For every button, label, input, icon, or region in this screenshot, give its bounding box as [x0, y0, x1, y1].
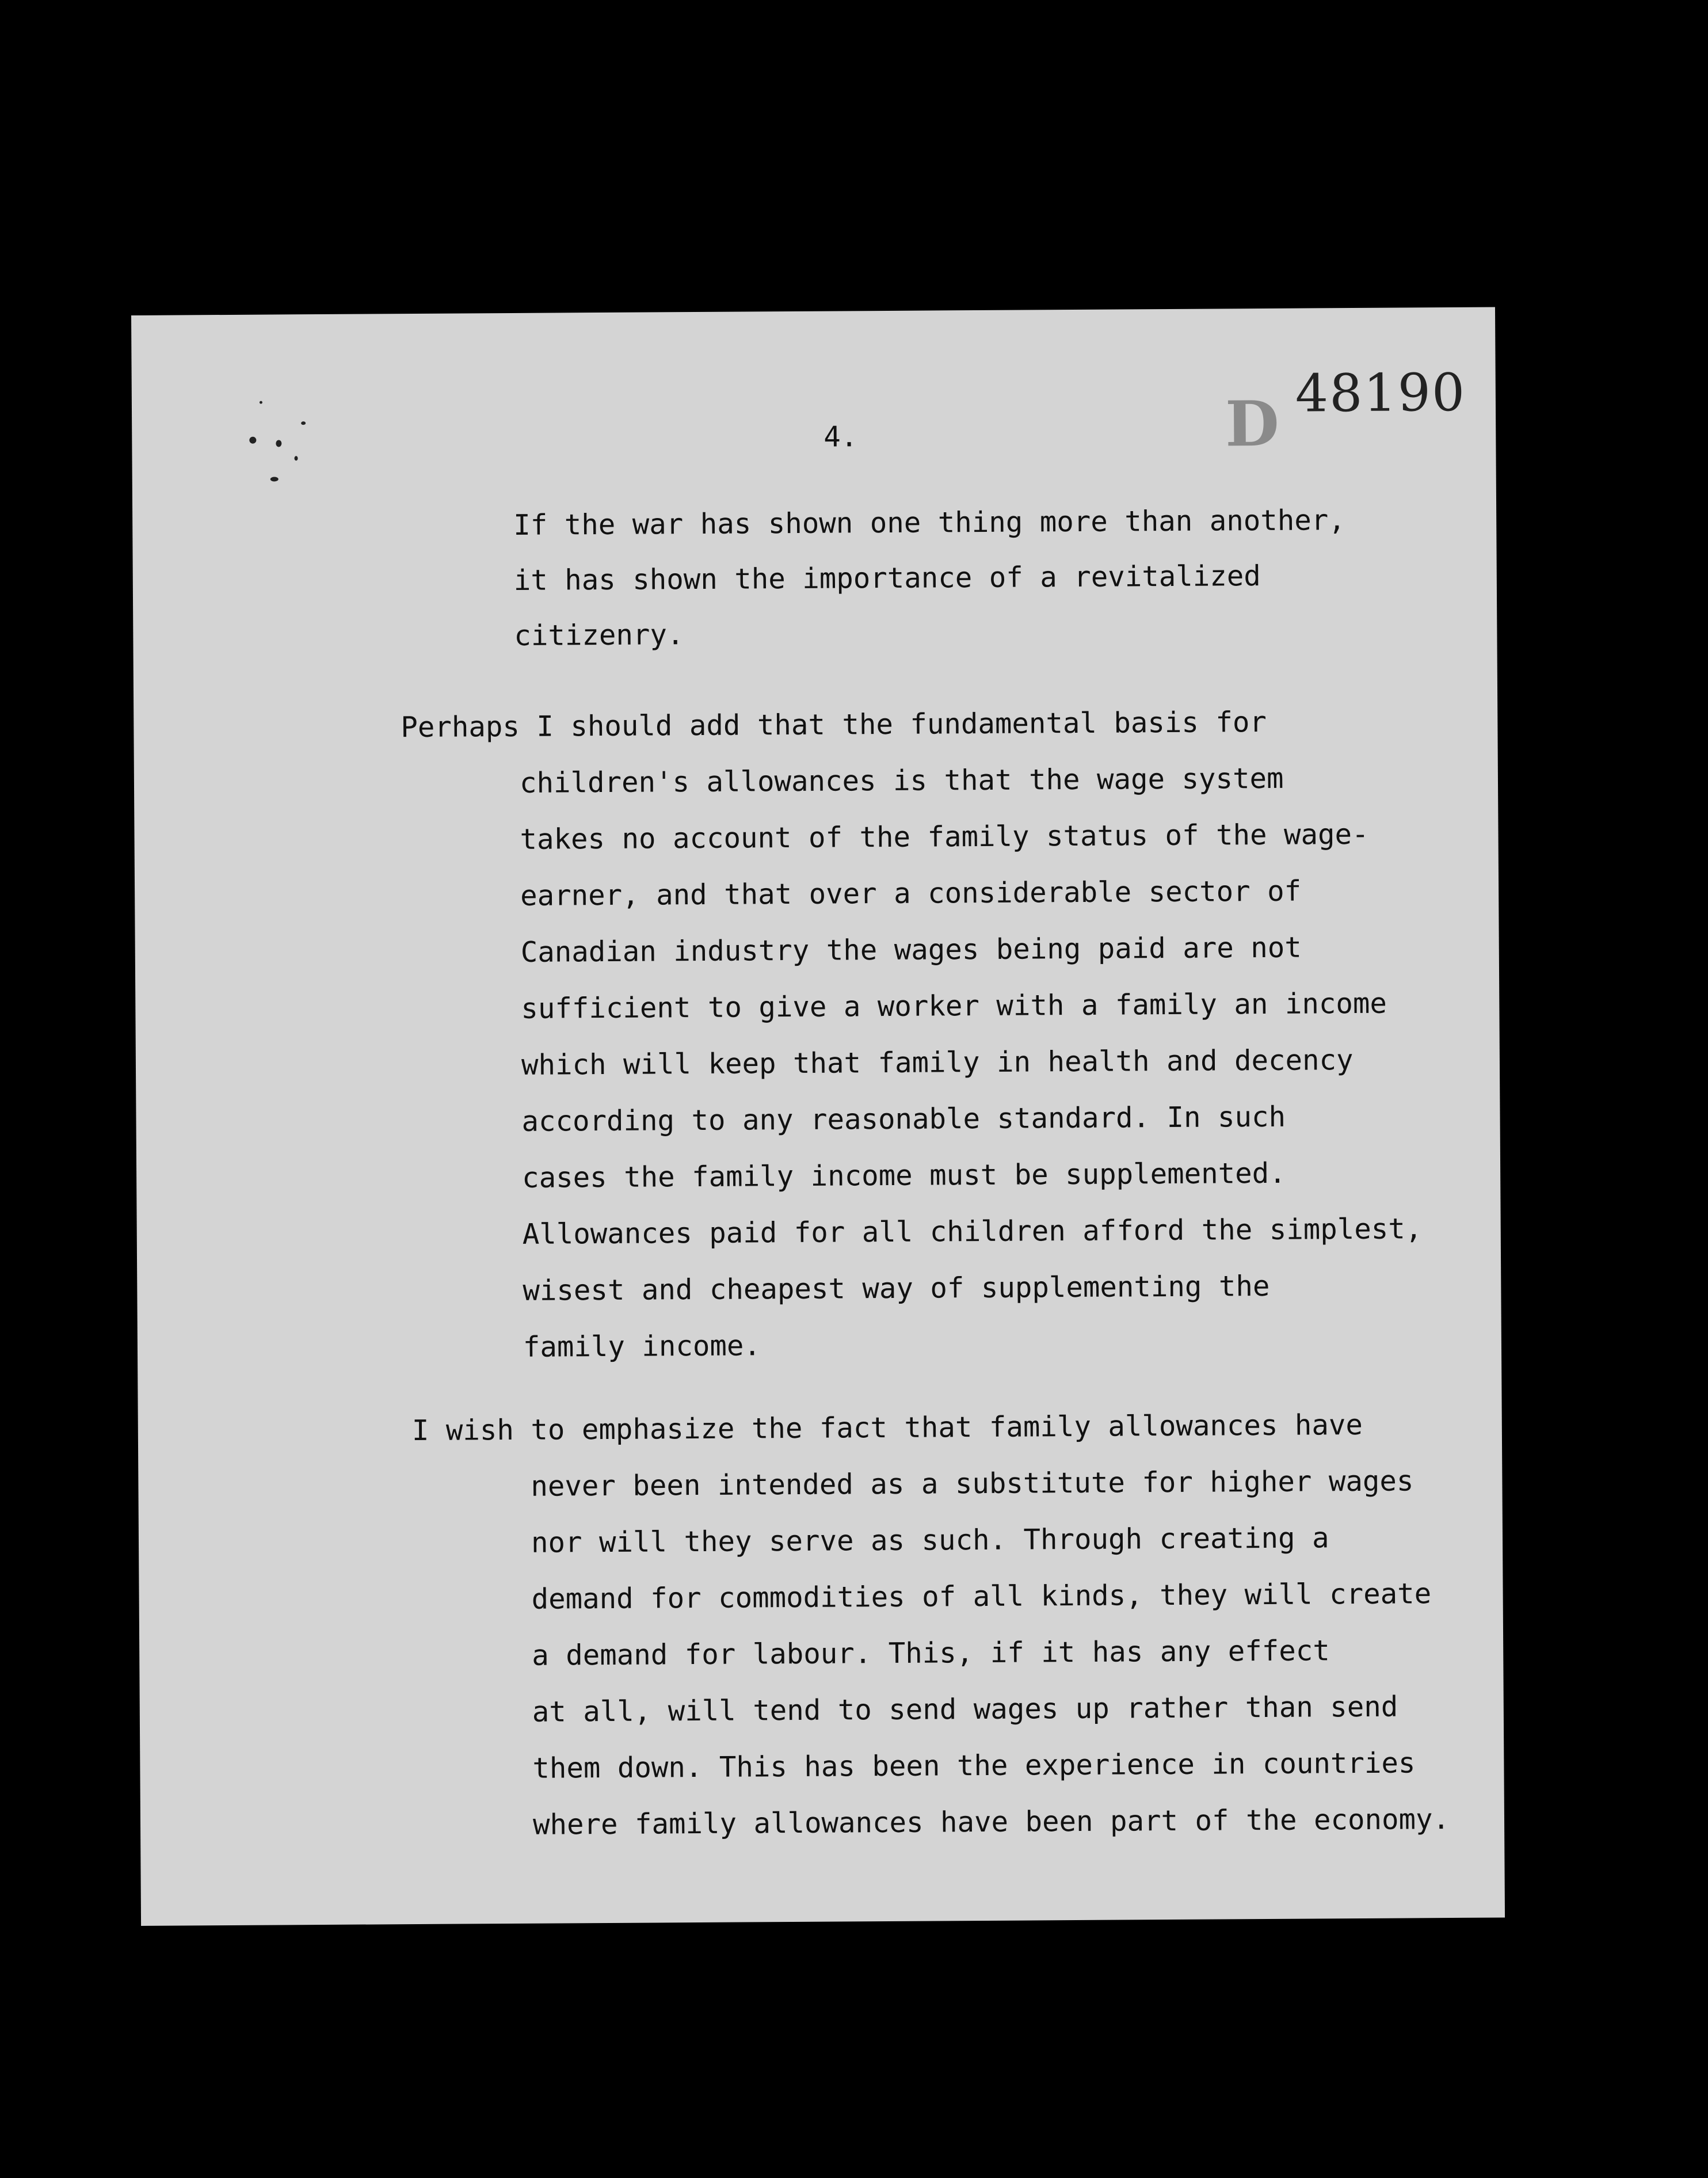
- paragraph-3-line: demand for commodities of all kinds, they will create: [531, 1577, 1432, 1616]
- paragraph-2-line: sufficient to give a worker with a family an income: [521, 987, 1387, 1025]
- page-number: 4.: [824, 420, 858, 454]
- document-page: [131, 307, 1505, 1926]
- paragraph-2-line: cases the family income must be supplemented.: [521, 1156, 1286, 1194]
- paragraph-2-line: wisest and cheapest way of supplementing the: [523, 1269, 1270, 1307]
- paragraph-2-line: family income.: [523, 1329, 761, 1364]
- paragraph-3-line: at all, will tend to send wages up rather than send: [532, 1690, 1398, 1728]
- paragraph-2-line: children's allowances is that the wage system: [519, 761, 1284, 799]
- paragraph-2-line: Perhaps I should add that the fundamental basis for: [401, 705, 1267, 744]
- paragraph-3-line: never been intended as a substitute for higher wages: [531, 1464, 1414, 1503]
- paragraph-3-line: where family allowances have been part of the economy.: [532, 1803, 1450, 1841]
- paragraph-1-line: it has shown the importance of a revitalized: [513, 559, 1261, 597]
- paragraph-2-line: Canadian industry the wages being paid are not: [520, 931, 1302, 969]
- paragraph-3-line: a demand for labour. This, if it has any effect: [532, 1634, 1330, 1672]
- document-number: 48190: [1295, 362, 1466, 424]
- paragraph-3-line: them down. This has been the experience in countries: [532, 1746, 1416, 1785]
- paragraph-2-line: earner, and that over a considerable sector of: [520, 874, 1302, 912]
- paragraph-2-line: takes no account of the family status of the wage-: [520, 817, 1369, 856]
- paragraph-2-line: according to any reasonable standard. In such: [521, 1100, 1286, 1138]
- paragraph-3-line: nor will they serve as such. Through creating a: [531, 1521, 1329, 1559]
- paragraph-1-line: citizenry.: [514, 618, 684, 652]
- paragraph-1-line: If the war has shown one thing more than another,: [513, 504, 1345, 542]
- paragraph-3-line: I wish to emphasize the fact that family allowances have: [411, 1408, 1363, 1448]
- paragraph-2-line: Allowances paid for all children afford the simplest,: [522, 1212, 1423, 1251]
- archive-stamp-letter: D: [1225, 387, 1280, 461]
- paper-specks: [245, 429, 314, 522]
- paragraph-2-line: which will keep that family in health and decency: [521, 1044, 1354, 1082]
